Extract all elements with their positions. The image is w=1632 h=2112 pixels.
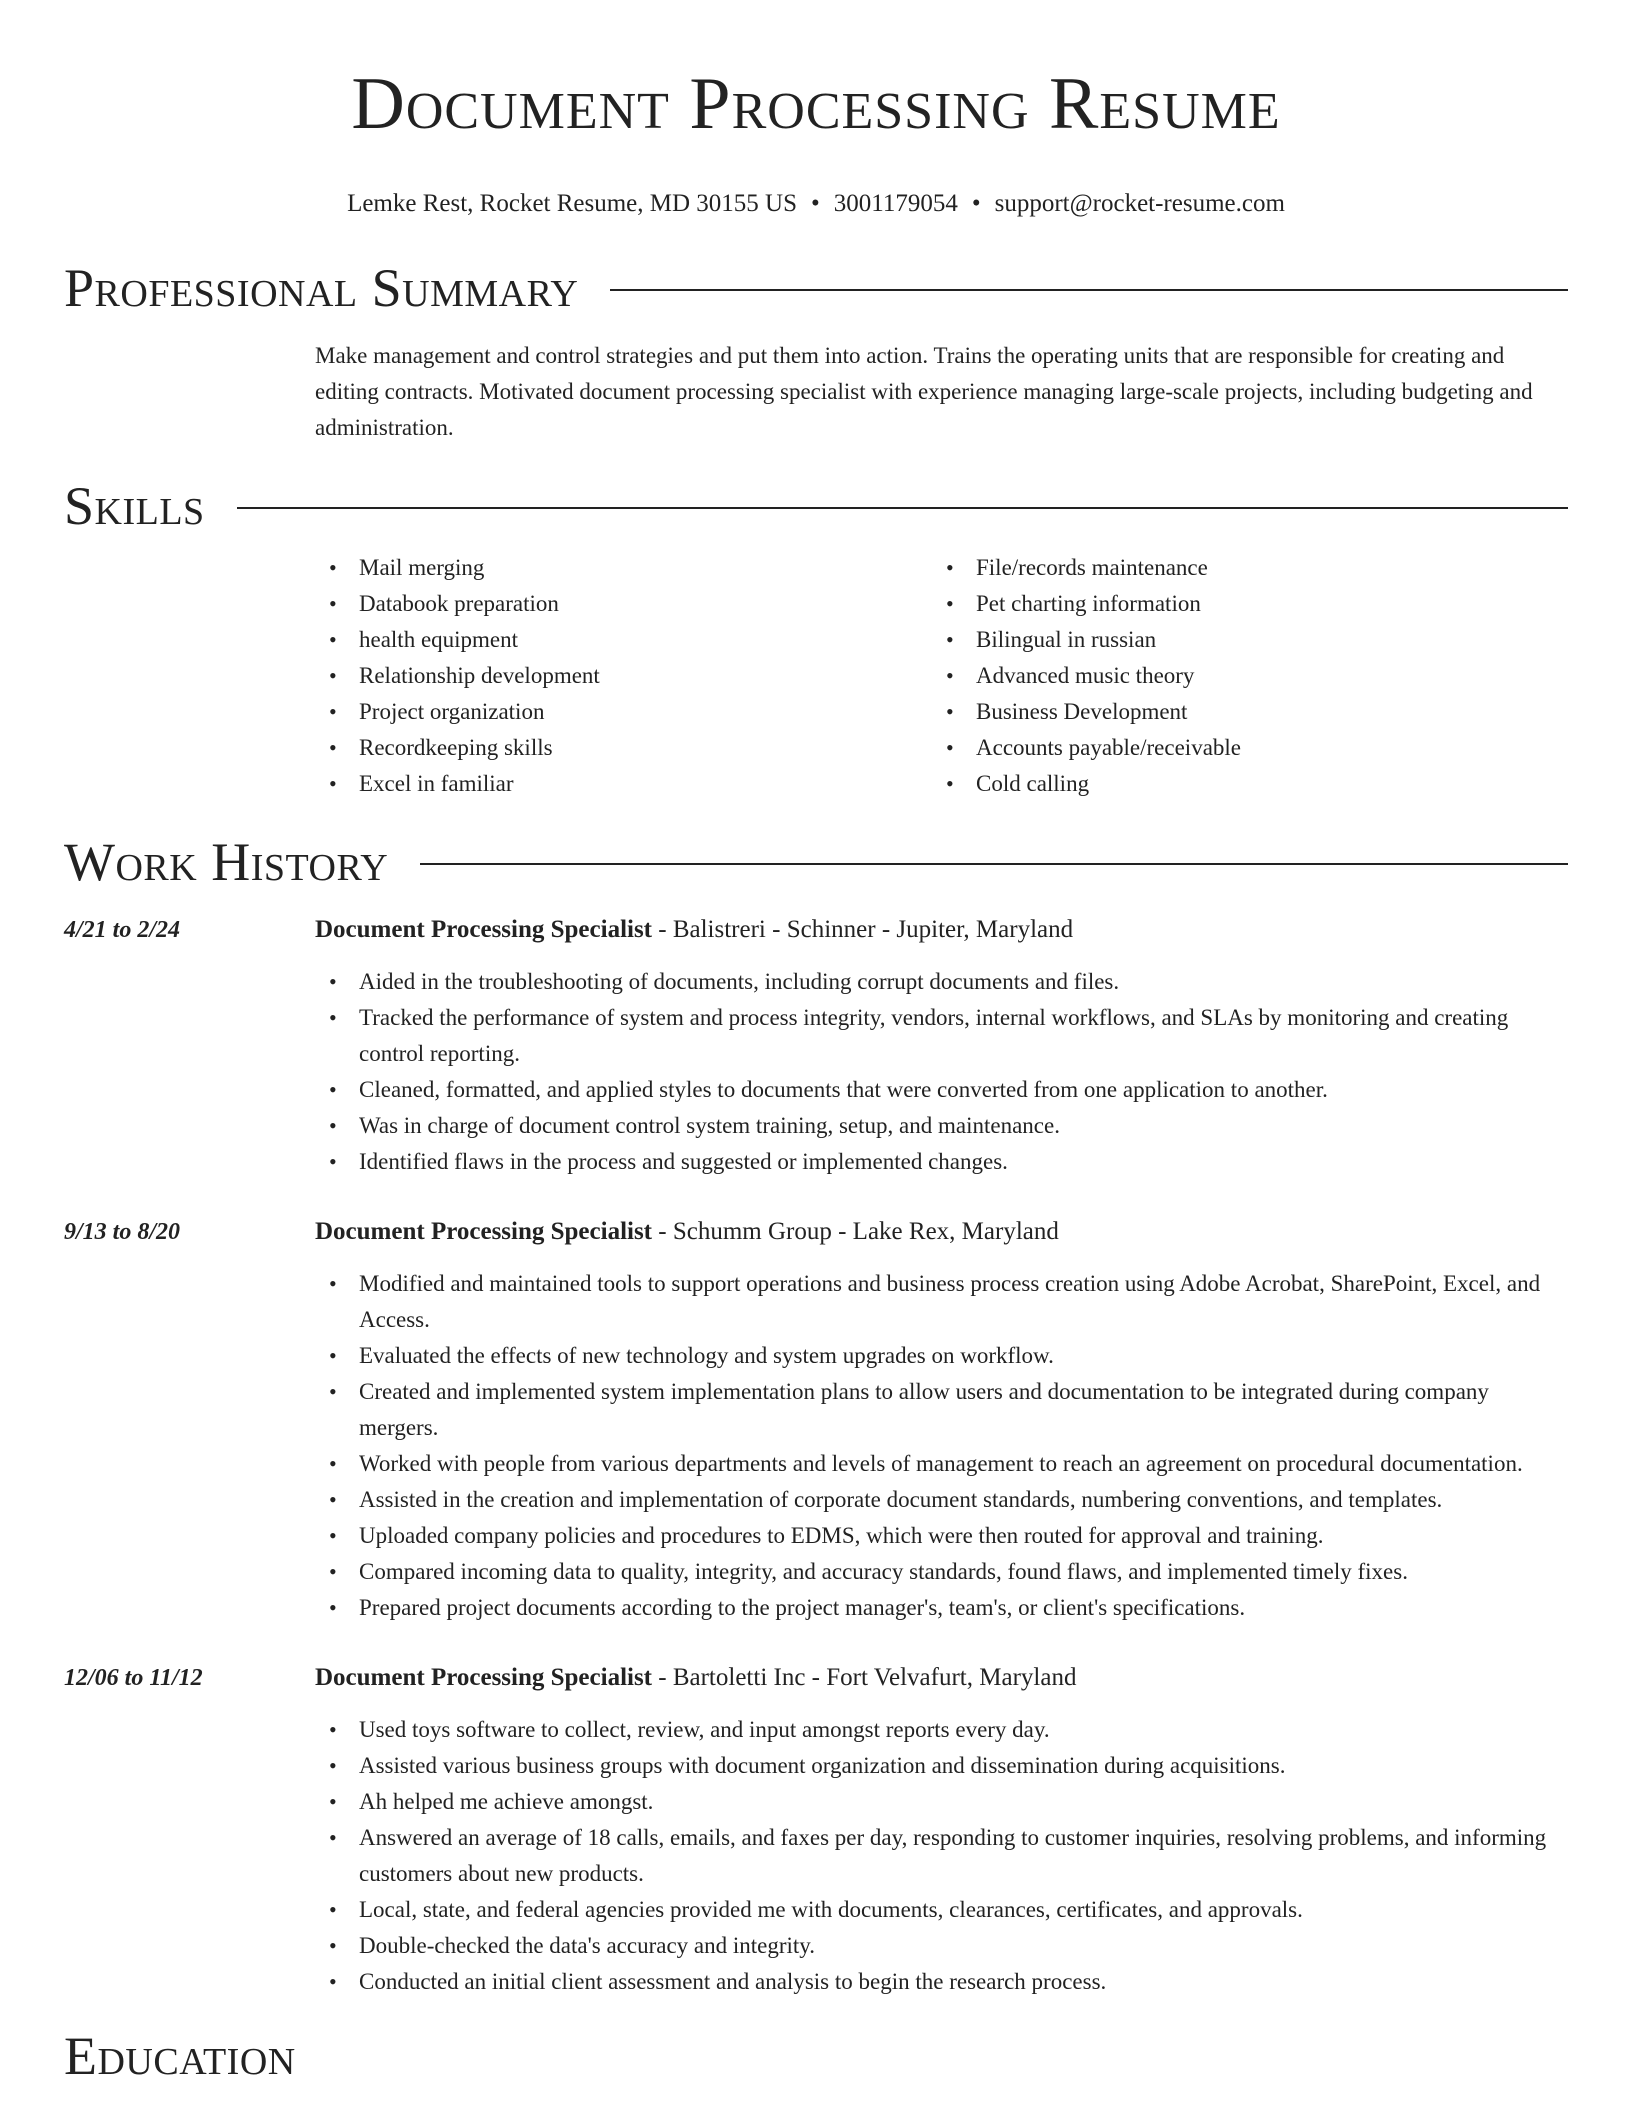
job-bullet: • Modified and maintained tools to support operations and business process creation using Adobe Acrobat, SharePoint, Excel, and Access. (315, 1266, 1568, 1338)
contact-separator: • (971, 190, 981, 217)
skill-item: • Mail merging (315, 550, 932, 586)
job-company: - Schumm Group - Lake Rex, Maryland (652, 1218, 1059, 1245)
job-content (315, 1214, 1568, 1626)
section-divider (237, 507, 1568, 509)
job-bullet: • Cleaned, formatted, and applied styles to documents that were converted from one application to another. (315, 1072, 1568, 1108)
job-title-line (315, 1660, 1568, 1696)
job-bullet: • Conducted an initial client assessment and analysis to begin the research process. (315, 1964, 1568, 2000)
job-bullet: • Assisted various business groups with document organization and dissemination during acquisitions. (315, 1748, 1568, 1784)
skill-item: • Pet charting information (932, 586, 1549, 622)
section-divider (420, 863, 1568, 865)
job-bullet: • Assisted in the creation and implementation of corporate document standards, numbering conventions, and templates. (315, 1482, 1568, 1518)
skill-item: • Databook preparation (315, 586, 932, 622)
job-bullet: • Was in charge of document control system training, setup, and maintenance. (315, 1108, 1568, 1144)
job-role: Document Processing Specialist (315, 916, 653, 943)
summary-section-header (64, 258, 1568, 318)
job-entry (64, 912, 1568, 1180)
job-company: - Balistreri - Schinner - Jupiter, Maryland (652, 916, 1074, 943)
skill-item: • Bilingual in russian (932, 622, 1549, 658)
job-bullet: • Ah helped me achieve amongst. (315, 1784, 1568, 1820)
work-heading: Work History (64, 832, 389, 892)
skill-item: • health equipment (315, 622, 932, 658)
job-bullet: • Prepared project documents according to the project manager's, team's, or client's specifications. (315, 1590, 1568, 1626)
page-title: Document Processing Resume (351, 63, 1281, 145)
job-content (315, 1660, 1568, 2000)
skills-column-left (315, 550, 932, 802)
job-bullet: • Evaluated the effects of new technology and system upgrades on workflow. (315, 1338, 1568, 1374)
job-dates: 4/21 to 2/24 (64, 917, 181, 943)
skills-list (315, 550, 1568, 802)
work-history-list (64, 912, 1568, 2000)
job-entry (64, 1660, 1568, 2000)
contact-line (64, 188, 1568, 220)
skill-item: • Advanced music theory (932, 658, 1549, 694)
job-dates: 9/13 to 8/20 (64, 1219, 181, 1245)
job-bullets (315, 964, 1568, 1180)
skill-item: • File/records maintenance (932, 550, 1549, 586)
job-role: Document Processing Specialist (315, 1218, 653, 1245)
job-bullet: • Local, state, and federal agencies provided me with documents, clearances, certificates, and approvals. (315, 1892, 1568, 1928)
skill-item: • Relationship development (315, 658, 932, 694)
skill-item: • Project organization (315, 694, 932, 730)
job-bullet: • Used toys software to collect, review, and input amongst reports every day. (315, 1712, 1568, 1748)
summary-text: Make management and control strategies and put them into action. Trains the operating units that are responsible for creating and editing contracts. Motivated document processing specialist with experience managing large-scale projects, including budgeting and administration. (315, 343, 1533, 440)
skill-item: • Accounts payable/receivable (932, 730, 1549, 766)
job-title-line (315, 1214, 1568, 1250)
job-bullet: • Worked with people from various departments and levels of management to reach an agreement on procedural documentation. (315, 1446, 1568, 1482)
skills-column-right (932, 550, 1549, 802)
job-bullet: • Double-checked the data's accuracy and integrity. (315, 1928, 1568, 1964)
contact-email: support@rocket-resume.com (994, 190, 1285, 217)
contact-phone: 3001179054 (833, 190, 958, 217)
contact-address: Lemke Rest, Rocket Resume, MD 30155 US (347, 190, 798, 217)
section-divider (610, 289, 1568, 291)
job-bullet: • Identified flaws in the process and suggested or implemented changes. (315, 1144, 1568, 1180)
job-bullet: • Tracked the performance of system and process integrity, vendors, internal workflows, and SLAs by monitoring and creating control reporting. (315, 1000, 1568, 1072)
education-heading: Education (64, 2026, 296, 2086)
job-role: Document Processing Specialist (315, 1664, 653, 1691)
job-content (315, 912, 1568, 1180)
work-section-header (64, 832, 1568, 892)
job-bullet: • Answered an average of 18 calls, emails, and faxes per day, responding to customer inquiries, resolving problems, and informing customers about new products. (315, 1820, 1568, 1892)
job-bullets (315, 1266, 1568, 1626)
job-entry (64, 1214, 1568, 1626)
job-dates: 12/06 to 11/12 (64, 1665, 203, 1691)
skill-item: • Recordkeeping skills (315, 730, 932, 766)
education-section-header (64, 2026, 1568, 2086)
job-bullet: • Compared incoming data to quality, integrity, and accuracy standards, found flaws, and implemented timely fixes. (315, 1554, 1568, 1590)
job-bullet: • Aided in the troubleshooting of documents, including corrupt documents and files. (315, 964, 1568, 1000)
skill-item: • Cold calling (932, 766, 1549, 802)
skills-section-header (64, 476, 1568, 536)
job-bullet: • Uploaded company policies and procedures to EDMS, which were then routed for approval and training. (315, 1518, 1568, 1554)
skill-item: • Business Development (932, 694, 1549, 730)
skill-item: • Excel in familiar (315, 766, 932, 802)
summary-heading: Professional Summary (64, 258, 579, 318)
job-company: - Bartoletti Inc - Fort Velvafurt, Maryland (652, 1664, 1077, 1691)
job-bullets (315, 1712, 1568, 2000)
skills-heading: Skills (64, 476, 205, 536)
job-title-line (315, 912, 1568, 948)
contact-separator: • (811, 190, 820, 217)
job-bullet: • Created and implemented system implementation plans to allow users and documentation to be integrated during company mergers. (315, 1374, 1568, 1446)
